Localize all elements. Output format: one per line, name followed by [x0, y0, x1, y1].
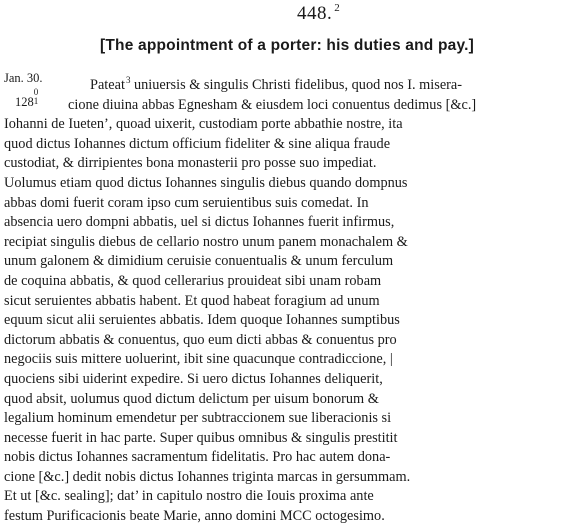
body-line: de coquina abbatis, & quod cellerarius prouideat sibi unam robam — [4, 272, 382, 289]
body-line: quod dictus Iohannes dictum officium fideliter & sine aliqua fraude — [4, 135, 391, 152]
margin-year-text: 128 — [15, 95, 34, 109]
margin-date: Jan. 30. — [4, 71, 43, 85]
body-line: custodiat, & dirripientes bona monasterii pro posse suo impediat. — [4, 155, 377, 172]
body-line: nobis dictus Iohannes sacramentum fidelitatis. Pro hac autem dona- — [4, 449, 391, 466]
margin-year-fraction-top: 0 — [33, 87, 39, 97]
margin-year-fraction-bottom: 1 — [33, 96, 39, 106]
body-line: unum galonem & dimidium ceruisie conuentualis & unum ferculum — [4, 253, 394, 270]
body-line: quod absit, uolumus quod dictum delictum per uisum bonorum & — [4, 390, 379, 407]
body-line: Iohanni de Iueten’, quoad uixerit, custodiam porte abbathie nostre, ita — [4, 116, 403, 133]
footnote-marker: 3 — [125, 75, 131, 85]
body-line: festum Purificacionis beate Marie, anno domini MCC octogesimo. — [4, 508, 385, 525]
body-line: recipiat singulis diebus de cellario nostro unum panem monachalem & — [4, 233, 408, 250]
body-line-pre: Pateat — [90, 77, 125, 93]
body-line-post: uniuersis & singulis Christi fidelibus, quod nos I. misera- — [130, 77, 463, 93]
body-line: Et ut [&c. sealing]; dat’ in capitulo nostro die Iouis proxima ante — [4, 488, 374, 505]
body-line: abbas domi fuerit coram ipso cum seruientibus suis comedat. In — [4, 194, 369, 211]
body-line: quociens sibi uiderint expedire. Si uero dictus Iohannes deliquerit, — [4, 370, 383, 387]
body-line: necesse fuerit in hac parte. Super quibus omnibus & singulis prestitit — [4, 429, 398, 446]
document-body — [4, 71, 570, 527]
entry-number-text: 448. — [297, 3, 333, 24]
body-line: negociis suis mittere uoluerint, ibit sine quacunque contradiccione, | — [4, 351, 393, 368]
entry-footnote-marker: 2 — [334, 2, 341, 14]
body-line: equum sicut alii seruientes abbatis. Idem quoque Iohannes sumptibus — [4, 312, 400, 329]
body-line: cione diuina abbas Egnesham & eiusdem loci conuentus dedimus [&c.] — [68, 96, 477, 113]
body-line: dictorum abbatis & conuentus, quo eum dicti abbas & conuentus pro — [4, 331, 397, 348]
body-line — [4, 71, 570, 96]
body-line: Uolumus etiam quod dictus Iohannes singulis diebus quando dompnus — [4, 174, 408, 191]
body-line: absencia uero dompni abbatis, uel si dictus Iohannes fuerit infirmus, — [4, 214, 395, 231]
body-line: cione [&c.] dedit nobis dictus Iohannes triginta marcas in gersummam. — [4, 468, 411, 485]
body-line: sicut seruientes abbatis habent. Et quod habeat foragium ad unum — [4, 292, 380, 309]
entry-number — [297, 2, 340, 25]
document-heading: [The appointment of a porter: his duties and pay.] — [100, 37, 474, 54]
body-line: legalium hominum emendetur per subtraccionem sue liberacionis si — [4, 410, 392, 427]
